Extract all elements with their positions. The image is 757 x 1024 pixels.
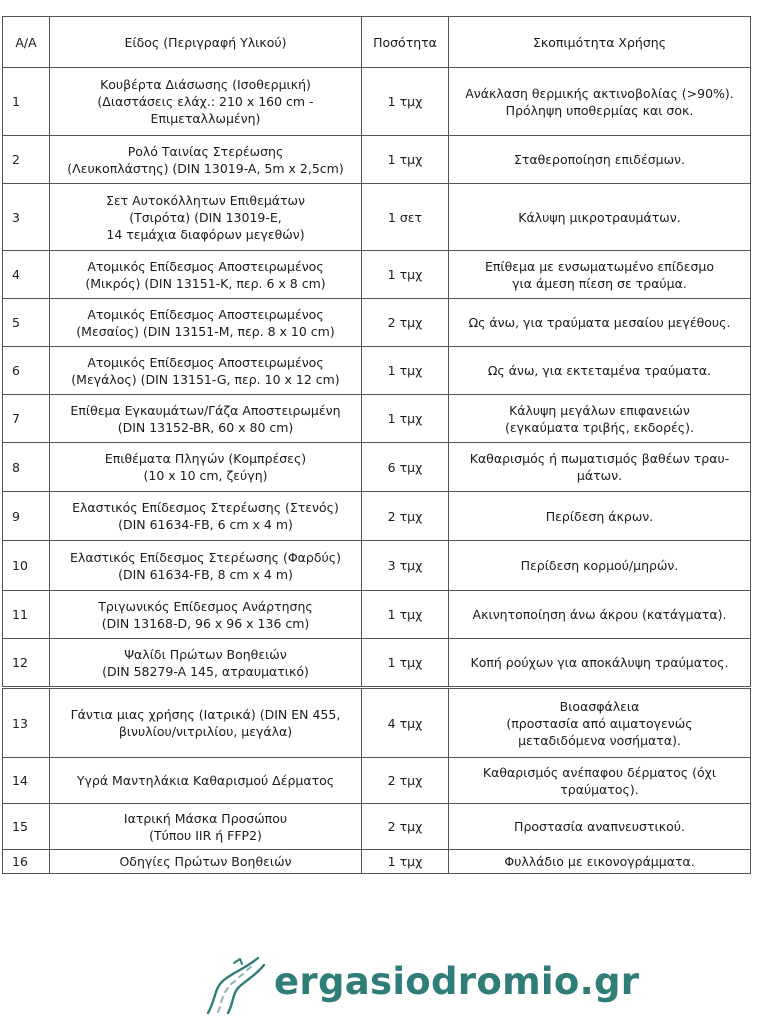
row-item: Σετ Αυτοκόλλητων Επιθεμάτων (Τσιρότα) (DIN 13019-E, 14 τεμάχια διαφόρων μεγεθών) [50, 184, 362, 251]
row-qty: 1 τμχ [362, 395, 449, 443]
table-row [3, 541, 751, 591]
row-purpose: Επίθεμα με ενσωματωμένο επίδεσμο για άμεση πίεση σε τραύμα. [449, 251, 751, 299]
row-qty: 1 τμχ [362, 591, 449, 639]
row-qty: 1 τμχ [362, 850, 449, 874]
row-qty: 1 τμχ [362, 639, 449, 687]
row-purpose: Καθαρισμός ή πωματισμός βαθέων τραυ- μάτων. [449, 443, 751, 492]
row-qty: 1 τμχ [362, 68, 449, 136]
table-row [3, 184, 751, 251]
row-qty: 1 τμχ [362, 136, 449, 184]
row-purpose: Ως άνω, για εκτεταμένα τραύματα. [449, 347, 751, 395]
table-row [3, 68, 751, 136]
row-num: 16 [3, 850, 50, 874]
site-logo[interactable] [190, 955, 640, 1015]
table-row [3, 591, 751, 639]
row-qty: 2 τμχ [362, 492, 449, 541]
row-item: Ατομικός Επίδεσμος Αποστειρωμένος (Μικρός) (DIN 13151-K, περ. 6 x 8 cm) [50, 251, 362, 299]
table-row [3, 443, 751, 492]
supplies-table-part-2 [2, 688, 751, 874]
table-row [3, 689, 751, 758]
row-item: Ελαστικός Επίδεσμος Στερέωσης (Στενός) (DIN 61634-FB, 6 cm x 4 m) [50, 492, 362, 541]
table-row [3, 804, 751, 850]
row-item: Ατομικός Επίδεσμος Αποστειρωμένος (Μεγάλος) (DIN 13151-G, περ. 10 x 12 cm) [50, 347, 362, 395]
row-purpose: Περίδεση άκρων. [449, 492, 751, 541]
row-qty: 2 τμχ [362, 758, 449, 804]
header-purpose: Σκοπιμότητα Χρήσης [449, 17, 751, 68]
row-num: 10 [3, 541, 50, 591]
table-row [3, 251, 751, 299]
row-purpose: Προστασία αναπνευστικού. [449, 804, 751, 850]
row-num: 14 [3, 758, 50, 804]
header-num: Α/Α [3, 17, 50, 68]
row-item: Ατομικός Επίδεσμος Αποστειρωμένος (Μεσαίος) (DIN 13151-M, περ. 8 x 10 cm) [50, 299, 362, 347]
row-num: 11 [3, 591, 50, 639]
row-num: 2 [3, 136, 50, 184]
row-num: 5 [3, 299, 50, 347]
row-purpose: Ως άνω, για τραύματα μεσαίου μεγέθους. [449, 299, 751, 347]
table-row [3, 850, 751, 874]
row-purpose: Βιοασφάλεια (προστασία από αιματογενώς μεταδιδόμενα νοσήματα). [449, 689, 751, 758]
row-item: Υγρά Μαντηλάκια Καθαρισμού Δέρματος [50, 758, 362, 804]
row-num: 8 [3, 443, 50, 492]
row-item: Ρολό Ταινίας Στερέωσης (Λευκοπλάστης) (DIN 13019-A, 5m x 2,5cm) [50, 136, 362, 184]
row-item: Επίθεμα Εγκαυμάτων/Γάζα Αποστειρωμένη (DIN 13152-BR, 60 x 80 cm) [50, 395, 362, 443]
row-qty: 2 τμχ [362, 804, 449, 850]
row-qty: 4 τμχ [362, 689, 449, 758]
row-item: Οδηγίες Πρώτων Βοηθειών [50, 850, 362, 874]
table-row [3, 299, 751, 347]
row-purpose: Κάλυψη μικροτραυμάτων. [449, 184, 751, 251]
logo-text: ergasiodromio.gr [274, 960, 640, 1003]
table-row [3, 136, 751, 184]
supplies-table-part-1 [2, 16, 751, 687]
table-row [3, 639, 751, 687]
header-qty: Ποσότητα [362, 17, 449, 68]
row-num: 7 [3, 395, 50, 443]
row-item: Επιθέματα Πληγών (Κομπρέσες) (10 x 10 cm, ζεύγη) [50, 443, 362, 492]
row-purpose: Καθαρισμός ανέπαφου δέρματος (όχι τραύματος). [449, 758, 751, 804]
row-num: 6 [3, 347, 50, 395]
row-qty: 1 τμχ [362, 251, 449, 299]
row-item: Κουβέρτα Διάσωσης (Ισοθερμική) (Διαστάσεις ελάχ.: 210 x 160 cm - Επιμεταλλωμένη) [50, 68, 362, 136]
table-row [3, 395, 751, 443]
row-num: 15 [3, 804, 50, 850]
row-qty: 2 τμχ [362, 299, 449, 347]
row-purpose: Περίδεση κορμού/μηρών. [449, 541, 751, 591]
row-purpose: Κάλυψη μεγάλων επιφανειών (εγκαύματα τριβής, εκδορές). [449, 395, 751, 443]
row-item: Ψαλίδι Πρώτων Βοηθειών (DIN 58279-A 145, ατραυματικό) [50, 639, 362, 687]
row-purpose: Σταθεροποίηση επιδέσμων. [449, 136, 751, 184]
row-num: 9 [3, 492, 50, 541]
row-num: 1 [3, 68, 50, 136]
row-num: 13 [3, 689, 50, 758]
table-row [3, 347, 751, 395]
row-purpose: Ακινητοποίηση άνω άκρου (κατάγματα). [449, 591, 751, 639]
row-purpose: Κοπή ρούχων για αποκάλυψη τραύματος. [449, 639, 751, 687]
road-icon [190, 955, 270, 1015]
row-purpose: Φυλλάδιο με εικονογράμματα. [449, 850, 751, 874]
row-qty: 1 τμχ [362, 347, 449, 395]
row-num: 12 [3, 639, 50, 687]
row-item: Ελαστικός Επίδεσμος Στερέωσης (Φαρδύς) (DIN 61634-FB, 8 cm x 4 m) [50, 541, 362, 591]
table-header-row [3, 17, 751, 68]
row-num: 4 [3, 251, 50, 299]
row-purpose: Ανάκλαση θερμικής ακτινοβολίας (>90%). Πρόληψη υποθερμίας και σοκ. [449, 68, 751, 136]
row-item: Γάντια μιας χρήσης (Ιατρικά) (DIN EN 455, βινυλίου/νιτριλίου, μεγάλα) [50, 689, 362, 758]
row-num: 3 [3, 184, 50, 251]
row-item: Τριγωνικός Επίδεσμος Ανάρτησης (DIN 13168-D, 96 x 96 x 136 cm) [50, 591, 362, 639]
row-qty: 6 τμχ [362, 443, 449, 492]
row-qty: 3 τμχ [362, 541, 449, 591]
row-item: Ιατρική Μάσκα Προσώπου (Τύπου IIR ή FFP2) [50, 804, 362, 850]
row-qty: 1 σετ [362, 184, 449, 251]
table-row [3, 758, 751, 804]
header-item: Είδος (Περιγραφή Υλικού) [50, 17, 362, 68]
table-row [3, 492, 751, 541]
